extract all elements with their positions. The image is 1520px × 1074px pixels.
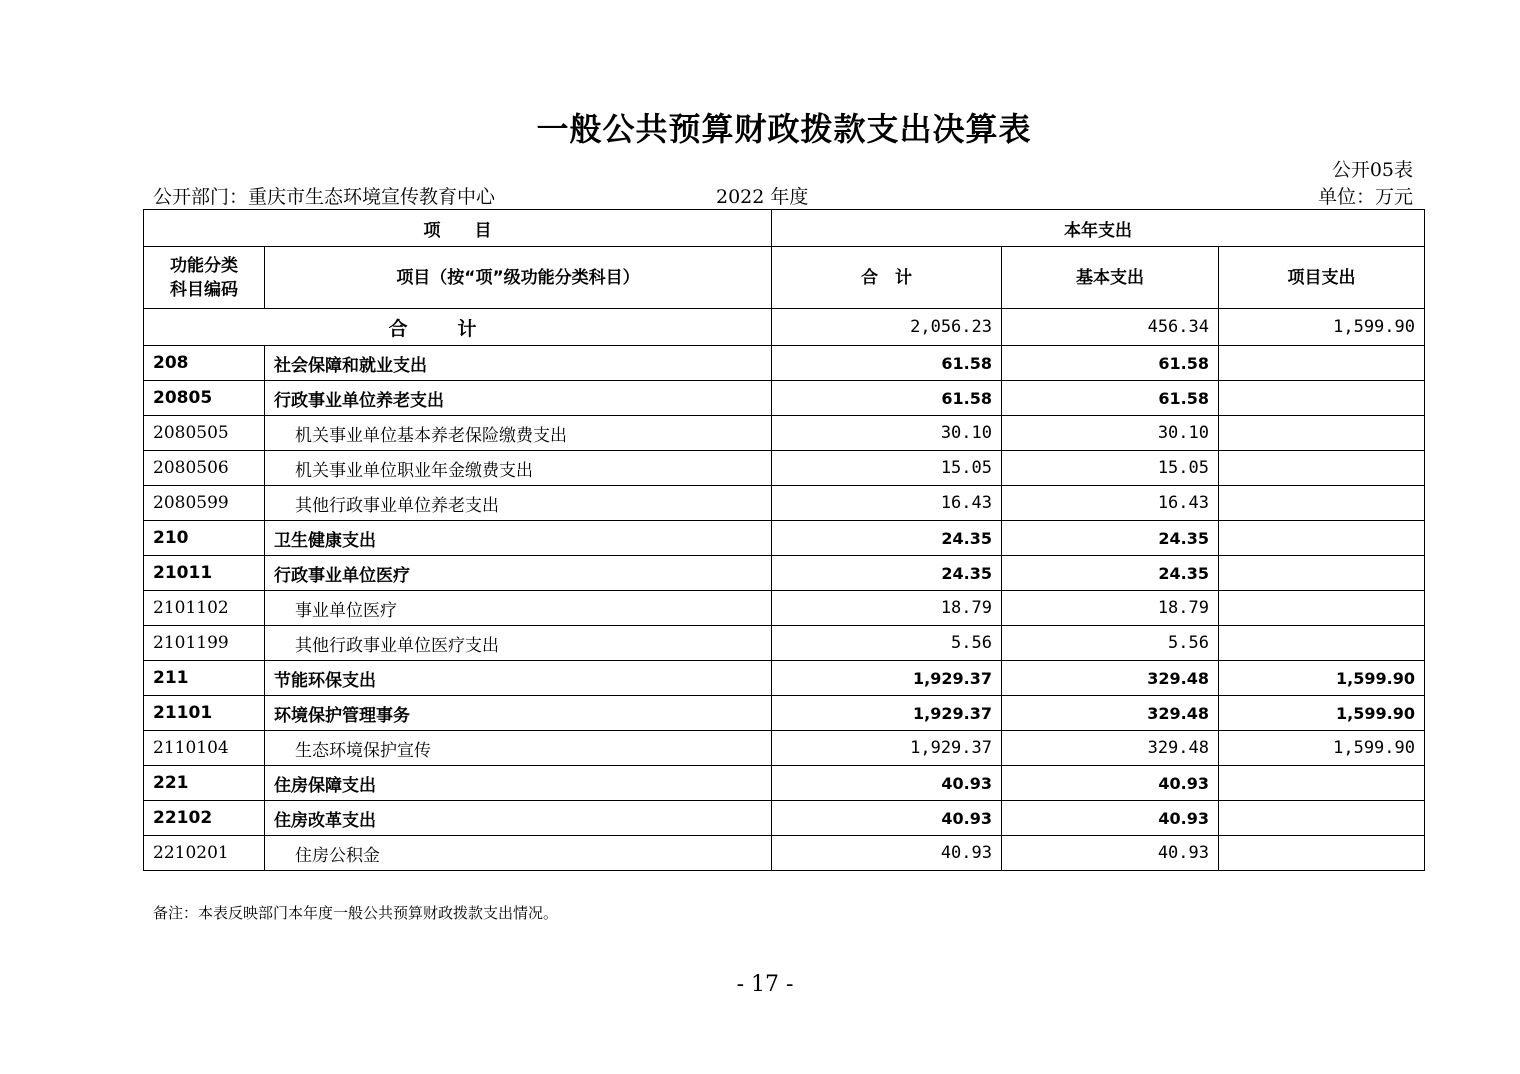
row-code: 21011 bbox=[144, 556, 265, 591]
row-code: 2110104 bbox=[144, 731, 265, 766]
total-row bbox=[144, 309, 1425, 346]
header-code-col-line1: 功能分类 bbox=[170, 255, 238, 276]
table-row bbox=[144, 556, 1425, 591]
row-code: 221 bbox=[144, 766, 265, 801]
row-project bbox=[1219, 486, 1425, 521]
header-name-col: 项目（按“项”级功能分类科目） bbox=[265, 247, 772, 309]
row-project bbox=[1219, 591, 1425, 626]
row-name: 节能环保支出 bbox=[265, 661, 772, 696]
row-project: 1,599.90 bbox=[1219, 731, 1425, 766]
header-code-col-line2: 科目编码 bbox=[170, 279, 238, 300]
table-row bbox=[144, 486, 1425, 521]
row-total: 5.56 bbox=[772, 626, 1002, 661]
table-row bbox=[144, 626, 1425, 661]
row-total: 61.58 bbox=[772, 381, 1002, 416]
row-name: 机关事业单位职业年金缴费支出 bbox=[265, 451, 772, 486]
table-row bbox=[144, 731, 1425, 766]
table-row bbox=[144, 591, 1425, 626]
row-basic: 16.43 bbox=[1002, 486, 1219, 521]
row-total: 18.79 bbox=[772, 591, 1002, 626]
row-project bbox=[1219, 451, 1425, 486]
table-number: 公开05表 bbox=[1331, 159, 1413, 181]
row-project bbox=[1219, 521, 1425, 556]
row-code: 210 bbox=[144, 521, 265, 556]
row-total: 24.35 bbox=[772, 521, 1002, 556]
row-total: 1,929.37 bbox=[772, 661, 1002, 696]
row-total: 30.10 bbox=[772, 416, 1002, 451]
total-amount: 2,056.23 bbox=[772, 309, 1002, 346]
row-name: 卫生健康支出 bbox=[265, 521, 772, 556]
expense-table bbox=[143, 209, 1425, 871]
row-basic: 15.05 bbox=[1002, 451, 1219, 486]
row-project bbox=[1219, 556, 1425, 591]
row-project bbox=[1219, 801, 1425, 836]
row-basic: 329.48 bbox=[1002, 731, 1219, 766]
header-code-col bbox=[144, 247, 265, 309]
row-basic: 40.93 bbox=[1002, 766, 1219, 801]
table-row bbox=[144, 661, 1425, 696]
row-total: 40.93 bbox=[772, 801, 1002, 836]
header-current-year-expense: 本年支出 bbox=[772, 210, 1425, 247]
header-total-col: 合 计 bbox=[772, 247, 1002, 309]
row-code: 208 bbox=[144, 346, 265, 381]
row-basic: 329.48 bbox=[1002, 696, 1219, 731]
table-row bbox=[144, 346, 1425, 381]
table-row bbox=[144, 416, 1425, 451]
row-name: 生态环境保护宣传 bbox=[265, 731, 772, 766]
row-basic: 24.35 bbox=[1002, 521, 1219, 556]
meta-row bbox=[153, 182, 1413, 208]
row-name: 其他行政事业单位医疗支出 bbox=[265, 626, 772, 661]
row-name: 机关事业单位基本养老保险缴费支出 bbox=[265, 416, 772, 451]
row-code: 2101199 bbox=[144, 626, 265, 661]
row-code: 22102 bbox=[144, 801, 265, 836]
row-basic: 5.56 bbox=[1002, 626, 1219, 661]
row-basic: 30.10 bbox=[1002, 416, 1219, 451]
row-basic: 61.58 bbox=[1002, 381, 1219, 416]
row-basic: 18.79 bbox=[1002, 591, 1219, 626]
table-row bbox=[144, 521, 1425, 556]
row-name: 行政事业单位养老支出 bbox=[265, 381, 772, 416]
row-name: 住房保障支出 bbox=[265, 766, 772, 801]
row-project bbox=[1219, 766, 1425, 801]
row-project bbox=[1219, 381, 1425, 416]
unit-label: 单位：万元 bbox=[1317, 186, 1413, 208]
row-project bbox=[1219, 626, 1425, 661]
row-code: 211 bbox=[144, 661, 265, 696]
row-basic: 24.35 bbox=[1002, 556, 1219, 591]
table-row bbox=[144, 766, 1425, 801]
header-row-2 bbox=[144, 247, 1425, 309]
row-project bbox=[1219, 346, 1425, 381]
row-total: 1,929.37 bbox=[772, 696, 1002, 731]
row-total: 40.93 bbox=[772, 766, 1002, 801]
row-code: 21101 bbox=[144, 696, 265, 731]
row-name: 事业单位医疗 bbox=[265, 591, 772, 626]
row-project: 1,599.90 bbox=[1219, 661, 1425, 696]
row-name: 行政事业单位医疗 bbox=[265, 556, 772, 591]
row-code: 2080505 bbox=[144, 416, 265, 451]
table-row bbox=[144, 451, 1425, 486]
row-basic: 40.93 bbox=[1002, 801, 1219, 836]
row-name: 住房改革支出 bbox=[265, 801, 772, 836]
table-row bbox=[144, 836, 1425, 871]
header-basic-col: 基本支出 bbox=[1002, 247, 1219, 309]
fiscal-year: 2022 年度 bbox=[716, 186, 809, 208]
row-code: 2101102 bbox=[144, 591, 265, 626]
row-project bbox=[1219, 416, 1425, 451]
row-total: 16.43 bbox=[772, 486, 1002, 521]
row-total: 24.35 bbox=[772, 556, 1002, 591]
row-project: 1,599.90 bbox=[1219, 696, 1425, 731]
header-project: 项 目 bbox=[144, 210, 772, 247]
row-name: 其他行政事业单位养老支出 bbox=[265, 486, 772, 521]
row-project bbox=[1219, 836, 1425, 871]
row-total: 15.05 bbox=[772, 451, 1002, 486]
row-name: 社会保障和就业支出 bbox=[265, 346, 772, 381]
row-name: 住房公积金 bbox=[265, 836, 772, 871]
table-row bbox=[144, 696, 1425, 731]
page-number: - 17 - bbox=[736, 972, 794, 997]
row-code: 20805 bbox=[144, 381, 265, 416]
row-total: 1,929.37 bbox=[772, 731, 1002, 766]
row-basic: 329.48 bbox=[1002, 661, 1219, 696]
row-code: 2080506 bbox=[144, 451, 265, 486]
row-code: 2210201 bbox=[144, 836, 265, 871]
table-row bbox=[144, 381, 1425, 416]
row-basic: 61.58 bbox=[1002, 346, 1219, 381]
row-total: 61.58 bbox=[772, 346, 1002, 381]
footnote: 备注：本表反映部门本年度一般公共预算财政拨款支出情况。 bbox=[153, 904, 559, 922]
total-project: 1,599.90 bbox=[1219, 309, 1425, 346]
row-basic: 40.93 bbox=[1002, 836, 1219, 871]
header-row-1 bbox=[144, 210, 1425, 247]
row-code: 2080599 bbox=[144, 486, 265, 521]
header-project-col: 项目支出 bbox=[1219, 247, 1425, 309]
row-name: 环境保护管理事务 bbox=[265, 696, 772, 731]
page-title: 一般公共预算财政拨款支出决算表 bbox=[536, 110, 1032, 148]
total-basic: 456.34 bbox=[1002, 309, 1219, 346]
row-total: 40.93 bbox=[772, 836, 1002, 871]
department-label: 公开部门：重庆市生态环境宣传教育中心 bbox=[153, 186, 496, 208]
total-label: 合计 bbox=[144, 309, 772, 346]
table-row bbox=[144, 801, 1425, 836]
